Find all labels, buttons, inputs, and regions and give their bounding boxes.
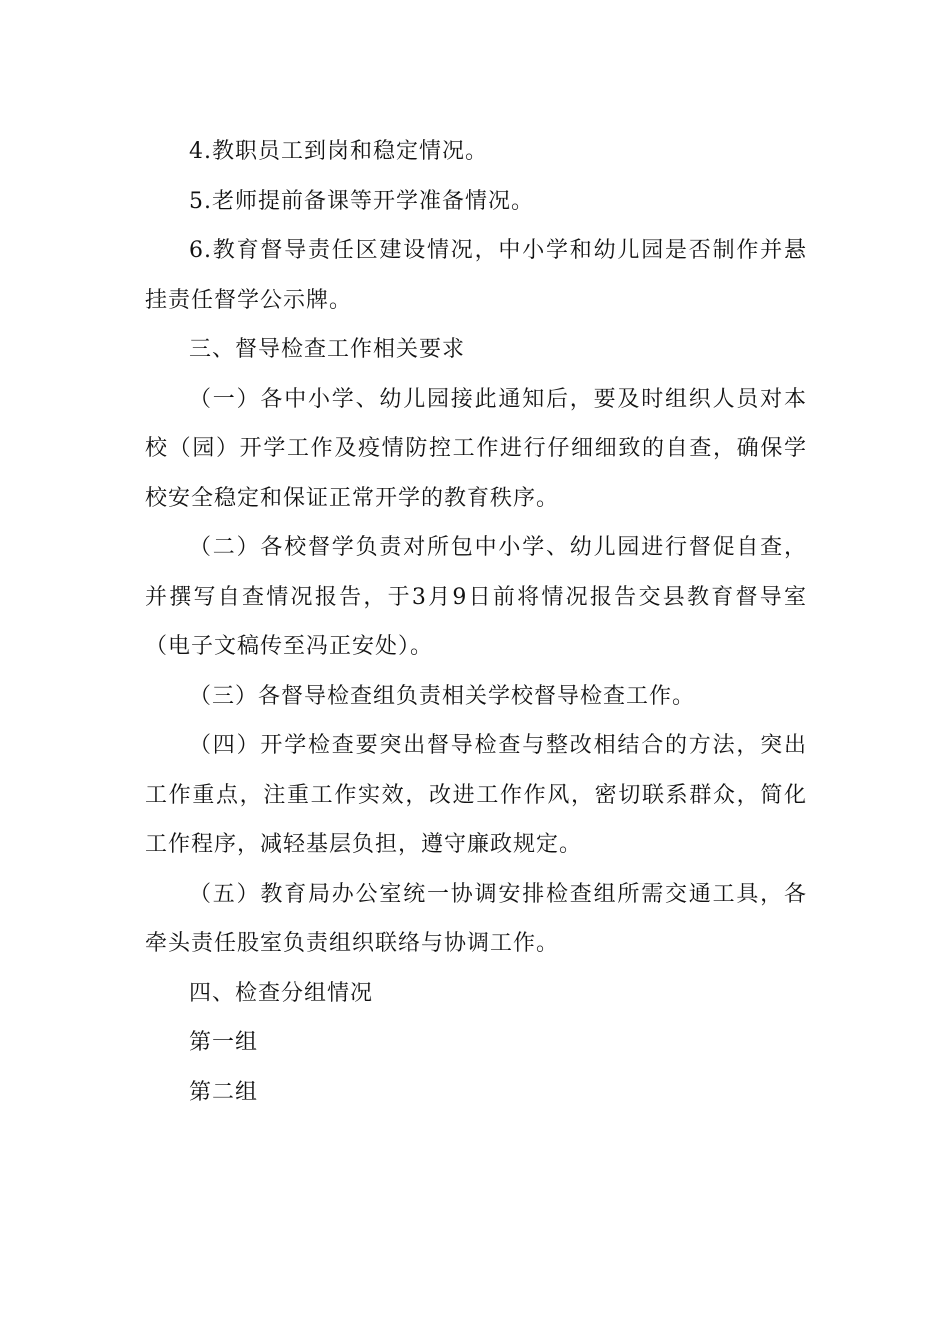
- paragraph-item-4: 4.教职员工到岗和稳定情况。: [189, 139, 488, 164]
- paragraph-item-6: 6.教育督导责任区建设情况，中小学和幼儿园是否制作并悬挂责任督学公示牌。: [145, 238, 807, 313]
- section-heading-4: 四、检查分组情况: [189, 980, 374, 1006]
- requirement-5: （五）教育局办公室统一协调安排检查组所需交通工具，各牵头责任股室负责组织联络与协调工作。: [145, 881, 807, 956]
- document-body: [145, 127, 807, 1117]
- requirement-2: （二）各校督学负责对所包中小学、幼儿园进行督促自查，并撰写自查情况报告，于3月9日前将情况报告交县教育督导室（电子文稿传至冯正安处）。: [145, 535, 807, 659]
- requirement-4: （四）开学检查要突出督导检查与整改相结合的方法，突出工作重点，注重工作实效，改进工作作风，密切联系群众，简化工作程序，减轻基层负担，遵守廉政规定。: [145, 733, 807, 857]
- paragraph-item-5: 5.老师提前备课等开学准备情况。: [189, 188, 534, 214]
- requirement-3: （三）各督导检查组负责相关学校督导检查工作。: [189, 683, 696, 709]
- requirement-1: （一）各中小学、幼儿园接此通知后，要及时组织人员对本校（园）开学工作及疫情防控工作进行仔细细致的自查，确保学校安全稳定和保证正常开学的教育秩序。: [145, 386, 807, 511]
- group-2-label: 第二组: [189, 1079, 259, 1105]
- group-1-label: 第一组: [189, 1030, 259, 1055]
- section-heading-3: 三、督导检查工作相关要求: [189, 337, 466, 362]
